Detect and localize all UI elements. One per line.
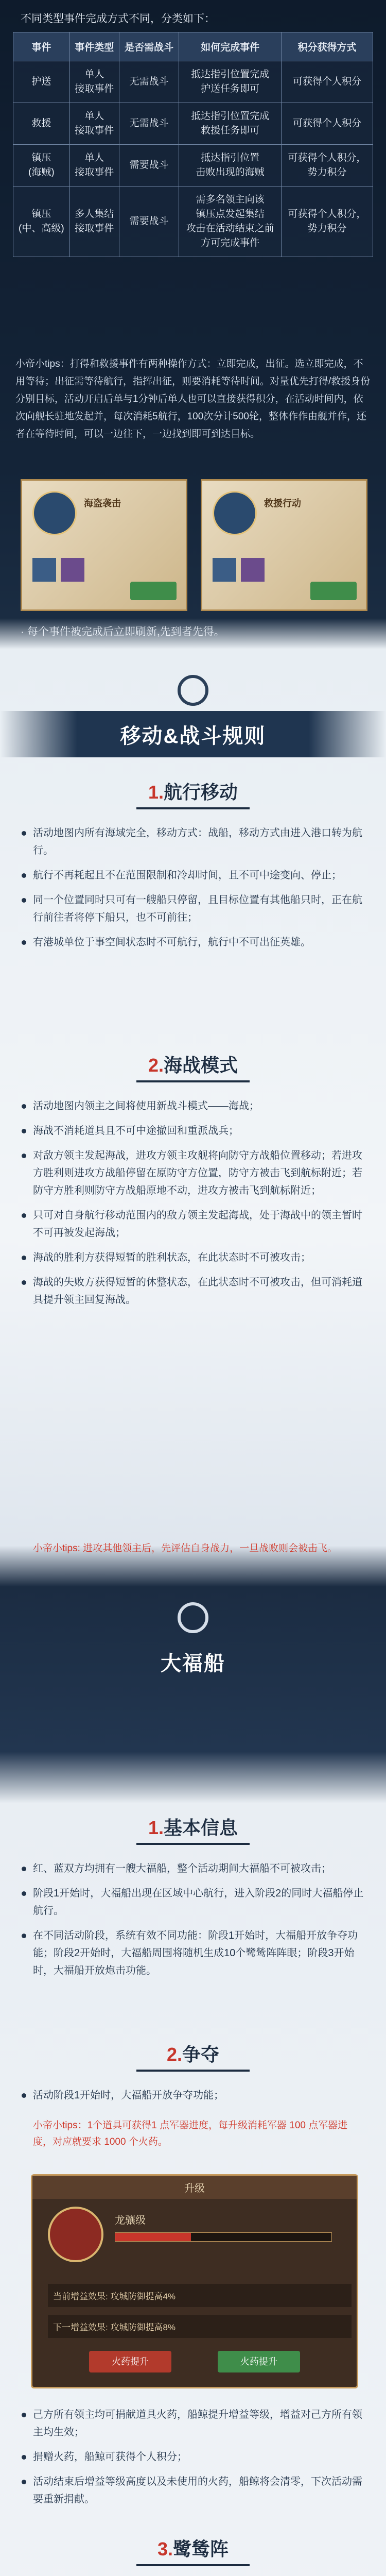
sailing-rules [21, 824, 365, 958]
table-cell: 需要战斗 [119, 145, 179, 187]
table-cell: 救援 [13, 103, 70, 145]
table-cell: 护送 [13, 61, 70, 103]
contest-rules-1 [21, 2087, 365, 2111]
donate-button-1[interactable]: 火药提升 [89, 2351, 171, 2372]
section-banner-flagship [0, 1638, 386, 1685]
buff-next: 下一增益效果: 攻城防御提高8% [48, 2315, 352, 2338]
subsection-title-contest: 2.争夺 [0, 2040, 386, 2072]
event-screenshot-escort [21, 479, 187, 611]
table-cell: 抵达指引位置完成 救援任务即可 [179, 103, 282, 145]
intro-screenshots [21, 479, 365, 613]
intro-heading: 不同类型事件完成方式不同，分类如下： [21, 13, 215, 25]
list-item: 活动结束后增益等级高度以及未使用的火药，船鲸将会清零，下次活动需要重新捐献。 [21, 2473, 365, 2508]
table-cell: 需要战斗 [119, 187, 179, 257]
pirate-ship-icon [32, 491, 77, 535]
contest-rules-2 [21, 2406, 365, 2515]
upgrade-progress-bar [115, 2232, 332, 2242]
table-cell: 可获得个人积分， 势力积分 [281, 145, 373, 187]
rescue-ship-icon [213, 491, 257, 535]
section-banner-movement [0, 711, 386, 757]
subsection-title-naval: 2.海战模式 [0, 1051, 386, 1082]
section-banner-title: 大福船 [161, 1652, 225, 1675]
contest-tip: 小帝小tips：1个道具可获得1 点军器进度，每升级消耗军器 100 点军器进度，对应就要求 1000 个火药。 [33, 2120, 348, 2147]
table-cell: 无需战斗 [119, 103, 179, 145]
reward-item-icon [61, 558, 84, 582]
table-header-cell: 事件 [13, 32, 70, 61]
flagship-level-name: 龙骧级 [115, 2215, 146, 2226]
subsection-title-sailing: 1.航行移动 [0, 778, 386, 809]
reward-item-icon [213, 558, 236, 582]
list-item: 海战不消耗道具且不可中途撤回和重派战兵； [21, 1122, 365, 1140]
list-item: 海战的失败方获得短暂的休整状态，在此状态时不可被攻击，但可消耗道具提升领主回复海战。 [21, 1274, 365, 1309]
list-item: 对敌方领主发起海战，进攻方领主攻舰将向防守方战船位置移动；若进攻方胜利则进攻方战船停留在原防守方位置，防守方被击飞到航标附近；若防守方胜利则防守方战船原地不动，进攻方被击飞到航标附近； [21, 1147, 365, 1199]
table-cell: 单人 接取事件 [69, 145, 119, 187]
table-row [13, 103, 373, 145]
table-header-cell: 事件类型 [69, 32, 119, 61]
table-row [13, 61, 373, 103]
buff-current: 当前增益效果: 攻城防御提高4% [48, 2284, 352, 2307]
list-item: 己方所有领主均可捐献道具火药，船鲸提升增益等级，增益对己方所有领主均生效； [21, 2406, 365, 2441]
list-item: 在不同活动阶段，系统有效不同功能：阶段1开始时，大福船开放争夺功能；阶段2开始时，大福船周围将随机生成10个鹭鸶阵阵眼；阶段3开始时，大福船开放炮击功能。 [21, 1927, 365, 1979]
donate-button-2[interactable]: 火药提升 [218, 2351, 300, 2372]
table-cell: 镇压 (海贼) [13, 145, 70, 187]
list-item: 活动地图内领主之间将使用新战斗模式——海战； [21, 1097, 365, 1115]
event-screenshot-rescue [201, 479, 367, 611]
naval-rules [21, 1097, 365, 1316]
table-cell: 抵达指引位置 击败出现的海贼 [179, 145, 282, 187]
table-header-cell: 如何完成事件 [179, 32, 282, 61]
table-cell: 可获得个人积分 [281, 61, 373, 103]
list-item: 活动地图内所有海域完全，移动方式：战船，移动方式由进入港口转为航行。 [21, 824, 365, 859]
event-table [13, 32, 373, 257]
go-button[interactable] [130, 582, 177, 600]
list-item: 有港城单位于事空间状态时不可航行，航行中不可出征英雄。 [21, 934, 365, 951]
table-cell: 需多名领主向该 镇压点发起集结 攻击在活动结束之前 方可完成事件 [179, 187, 282, 257]
flagship-basic-rules [21, 1860, 365, 1987]
table-cell: 可获得个人积分 [281, 103, 373, 145]
upgrade-panel [31, 2174, 358, 2388]
list-item: 红、蓝双方均拥有一艘大福船，整个活动期间大福船不可被攻击； [21, 1860, 365, 1877]
go-button[interactable] [310, 582, 357, 600]
list-item: 活动阶段1开始时，大福船开放争夺功能； [21, 2087, 365, 2104]
upgrade-panel-title: 升级 [32, 2176, 357, 2199]
intro-tip: 小帝小tips：打得和救援事件有两种操作方式：立即完成，出征。选立即完成，不用等待；出征需等待航行，指挥出征，则要消耗等待时间。对量优先打得/救援身份分别目标，活动开启后单与1分钟后单人也可以直接获得积分，在活动时间内，依次向舰长驻地发起并，每次消耗5航行，100次分计500轮，整体作作由舰并作，还者在等待时间，可以一边往下，一边找到即可到达目标。 [15, 359, 371, 439]
wheel-icon [178, 675, 208, 706]
list-item: 同一个位置同时只可有一艘船只停留，且目标位置有其他船只时，正在航行前往者将停下船只，也不可前往； [21, 891, 365, 926]
escort-shot-label: 海盗袭击 [84, 498, 121, 509]
table-row [13, 187, 373, 257]
table-header-cell: 积分获得方式 [281, 32, 373, 61]
reward-item-icon [241, 558, 265, 582]
event-table-wrap [13, 32, 373, 257]
section-banner-title: 移动&战斗规则 [120, 724, 266, 748]
table-row [13, 145, 373, 187]
rescue-shot-label: 救援行动 [264, 498, 301, 509]
table-cell: 镇压 (中、高级) [13, 187, 70, 257]
list-item: 捐赠火药，船鲸可获得个人积分； [21, 2448, 365, 2466]
intro-footer: · 每个事件被完成后立即刷新,先到者先得。 [21, 626, 225, 638]
list-item: 海战的胜利方获得短暂的胜利状态，在此状态时不可被攻击； [21, 1249, 365, 1266]
table-cell: 多人集结 接取事件 [69, 187, 119, 257]
reward-item-icon [32, 558, 56, 582]
table-header-cell: 是否需战斗 [119, 32, 179, 61]
subsection-title-formation: 3.鹭鸶阵 [0, 2535, 386, 2566]
flagship-icon [48, 2207, 103, 2262]
table-cell: 抵达指引位置完成 护送任务即可 [179, 61, 282, 103]
table-cell: 可获得个人积分， 势力积分 [281, 187, 373, 257]
subsection-title-basic: 1.基本信息 [0, 1814, 386, 1845]
list-item: 只可对自身航行移动范围内的敌方领主发起海战，处于海战中的领主暂时不可再被发起海战； [21, 1207, 365, 1242]
table-cell: 单人 接取事件 [69, 103, 119, 145]
list-item: 阶段1开始时，大福船出现在区域中心航行，进入阶段2的同时大福船停止航行。 [21, 1885, 365, 1920]
table-cell: 无需战斗 [119, 61, 179, 103]
table-cell: 单人 接取事件 [69, 61, 119, 103]
naval-tip: 小帝小tips: 进攻其他领主后，先评估自身战力，一旦战败则会被击飞。 [33, 1543, 338, 1554]
list-item: 航行不再耗起且不在范围限制和冷却时间，且不可中途变向、停止； [21, 867, 365, 884]
wheel-icon [178, 1602, 208, 1633]
